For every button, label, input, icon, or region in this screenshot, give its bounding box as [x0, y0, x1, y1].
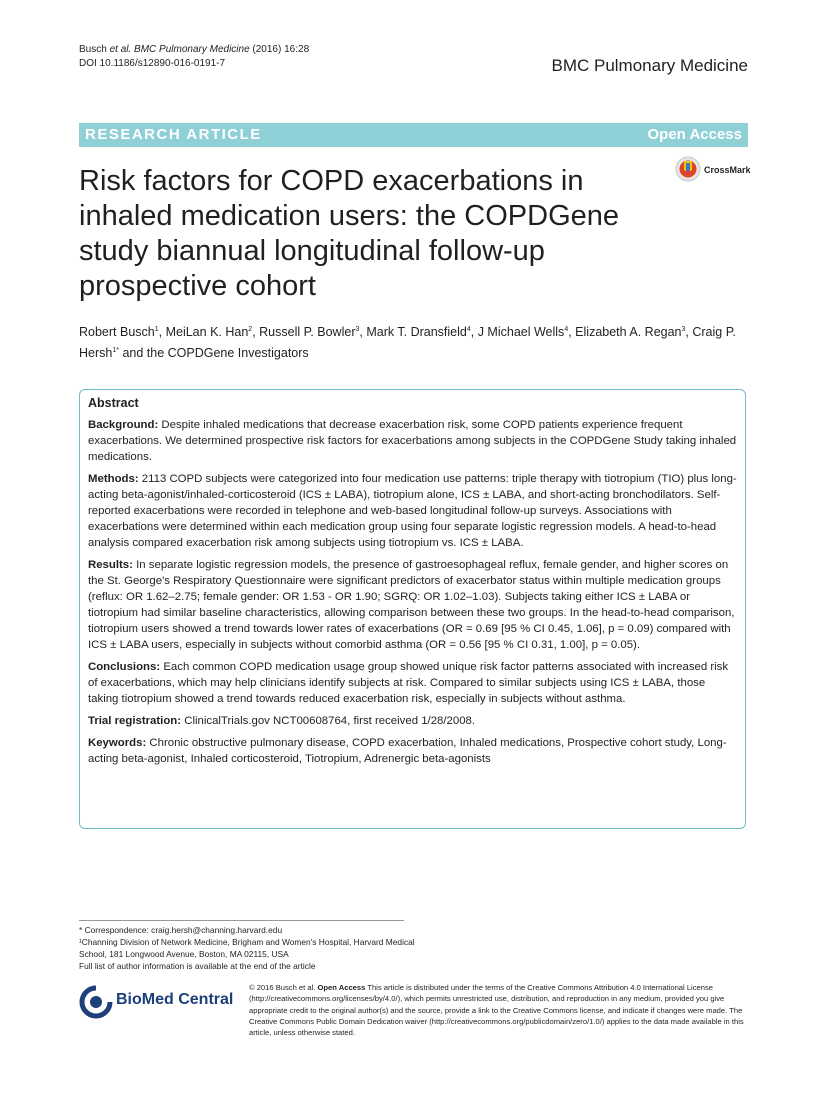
author-name: J Michael Wells: [477, 325, 565, 339]
author-info-note: Full list of author information is available at the end of the article: [79, 961, 316, 971]
open-access-label: Open Access: [647, 126, 742, 143]
author-affiliation-mark: 4: [466, 325, 471, 333]
abstract-conclusions: Conclusions: Each common COPD medication usage group showed unique risk factor patterns associated with increased risk of exacerbations, which may help clinicians identify subjects at risk. Compared to similar subjects using ICS ± LABA, those taking tiotropium showed a trend towards reduced exacerbation risk, especially in subjects without asthma.: [88, 661, 729, 705]
author-affiliation-mark: 1*: [112, 346, 119, 354]
crossmark-icon: [675, 156, 701, 182]
article-title: Risk factors for COPD exacerbations in inhaled medication users: the COPDGene study biannual longitudinal follow-up prospective cohort: [79, 165, 620, 302]
abstract-results: Results: In separate logistic regression models, the presence of gastroesophageal reflux, female gender, and higher scores on the St. George's Respiratory Questionnaire were significant predictors of exacerbator status within multiple medication groups (reflux: OR 1.62–2.75; female gender: OR 1.53 - OR 1.90; SGRQ: OR 1.02–1.03). Subjects taking either ICS ± LABA or tiotropium had similar baseline characteristics, allowing comparison between these two groups. In the head-to-head comparison, tiotropium users showed a trend towards lower rates of exacerbations (OR = 0.69 [95 % CI 0.45, 1.06], p = 0.09) compared with ICS ± LABA users, especially in subjects without comorbid asthma (OR = 0.56 [95 % CI 0.31, 1.00], p = 0.05).: [88, 559, 735, 651]
journal-name: BMC Pulmonary Medicine: [551, 56, 748, 75]
correspondence[interactable]: * Correspondence: craig.hersh@channing.harvard.edu: [79, 925, 283, 935]
abstract-methods: Methods: 2113 COPD subjects were categorized into four medication use patterns: triple therapy with tiotropium (TIO) plus long-acting beta-agonist/inhaled-corticosteroid (ICS ± LABA), tiotropium alone, ICS ± LABA, and short-acting bronchodilators. Self-reported exacerbations were recorded in telephone and web-based longitudinal follow-up surveys. Associations with exacerbations were determined within each medication group using four separate logistic regression models. A head-to-head analysis compared exacerbation risk among subjects using tiotropium vs. ICS ± LABA.: [88, 473, 737, 549]
abstract-keywords: Keywords: Chronic obstructive pulmonary disease, COPD exacerbation, Inhaled medications, Prospective cohort study, Long-acting beta-agonist, Inhaled corticosteroid, Tiotropium, Adrenergic beta-agonists: [88, 737, 727, 765]
author-name: Robert Busch: [79, 325, 155, 339]
citation-authors: Busch: [79, 44, 110, 55]
abstract-background: Background: Despite inhaled medications that decrease exacerbation risk, some COPD patients experience frequent exacerbations. We determined prospective risk factors for exacerbations among subjects in the COPDGene Study taking inhaled medications.: [88, 419, 737, 463]
footnote-divider: [79, 920, 404, 921]
article-type: RESEARCH ARTICLE: [85, 126, 262, 143]
author-affiliation-mark: 3: [355, 325, 360, 333]
citation-volume: (2016) 16:28: [249, 44, 310, 55]
abstract-heading: Abstract: [88, 396, 139, 410]
author-affiliation-mark: 1: [154, 325, 159, 333]
license-text: © 2016 Busch et al. Open Access This article is distributed under the terms of the Creative Commons Attribution 4.0 International License (http://creativecommons.org/licenses/by/4.0/), which permits unrestricted use, distribution, and reproduction in any medium, provided you give appropriate credit to the original author(s) and the source, provide a link to the Creative Commons license, and indicate if changes were made. The Creative Commons Public Domain Dedication waiver (http://creativecommons.org/publicdomain/zero/1.0/) applies to the data made available in this article, unless otherwise stated.: [249, 983, 744, 1038]
author-group: and the COPDGene Investigators: [122, 346, 309, 360]
citation-journal: et al. BMC Pulmonary Medicine: [109, 44, 250, 55]
doi[interactable]: DOI 10.1186/s12890-016-0191-7: [79, 58, 226, 69]
author-affiliation-mark: 2: [248, 325, 253, 333]
author-affiliation-mark: 3: [681, 325, 686, 333]
author-name: Craig P. Hersh: [79, 325, 736, 360]
footnotes: [79, 924, 419, 972]
crossmark-label: CrossMark: [704, 165, 751, 175]
publisher-name: BioMed Central: [116, 991, 234, 1008]
open-access-bold: Open Access: [317, 983, 366, 992]
abstract-box: [79, 389, 746, 829]
author-affiliation-mark: 4: [564, 325, 569, 333]
author-name: Mark T. Dransfield: [366, 325, 467, 339]
crossmark-badge[interactable]: [675, 156, 755, 186]
affiliation: ¹Channing Division of Network Medicine, Brigham and Women's Hospital, Harvard Medical School, 181 Longwood Avenue, Boston, MA 02115, USA: [79, 937, 415, 959]
biomed-central-logo[interactable]: [79, 985, 239, 1019]
author-list: Robert Busch$^1$, MeiLan K. Han$^2$, Russell P. Bowler$^3$, Mark T. Dransfield$^4$, J Michael Wells$^4$, Elizabeth A. Regan$^3$, Craig P. Hersh$^{1*}$ and the COPDGene Investigators: [79, 325, 736, 360]
article-banner: [79, 123, 748, 147]
bmc-logo-icon: [79, 985, 113, 1019]
author-name: MeiLan K. Han: [165, 325, 249, 339]
author-name: Russell P. Bowler: [259, 325, 356, 339]
author-name: Elizabeth A. Regan: [575, 325, 682, 339]
citation-header: [79, 43, 309, 71]
abstract-trial-registration: Trial registration: ClinicalTrials.gov NCT00608764, first received 1/28/2008.: [88, 715, 476, 727]
